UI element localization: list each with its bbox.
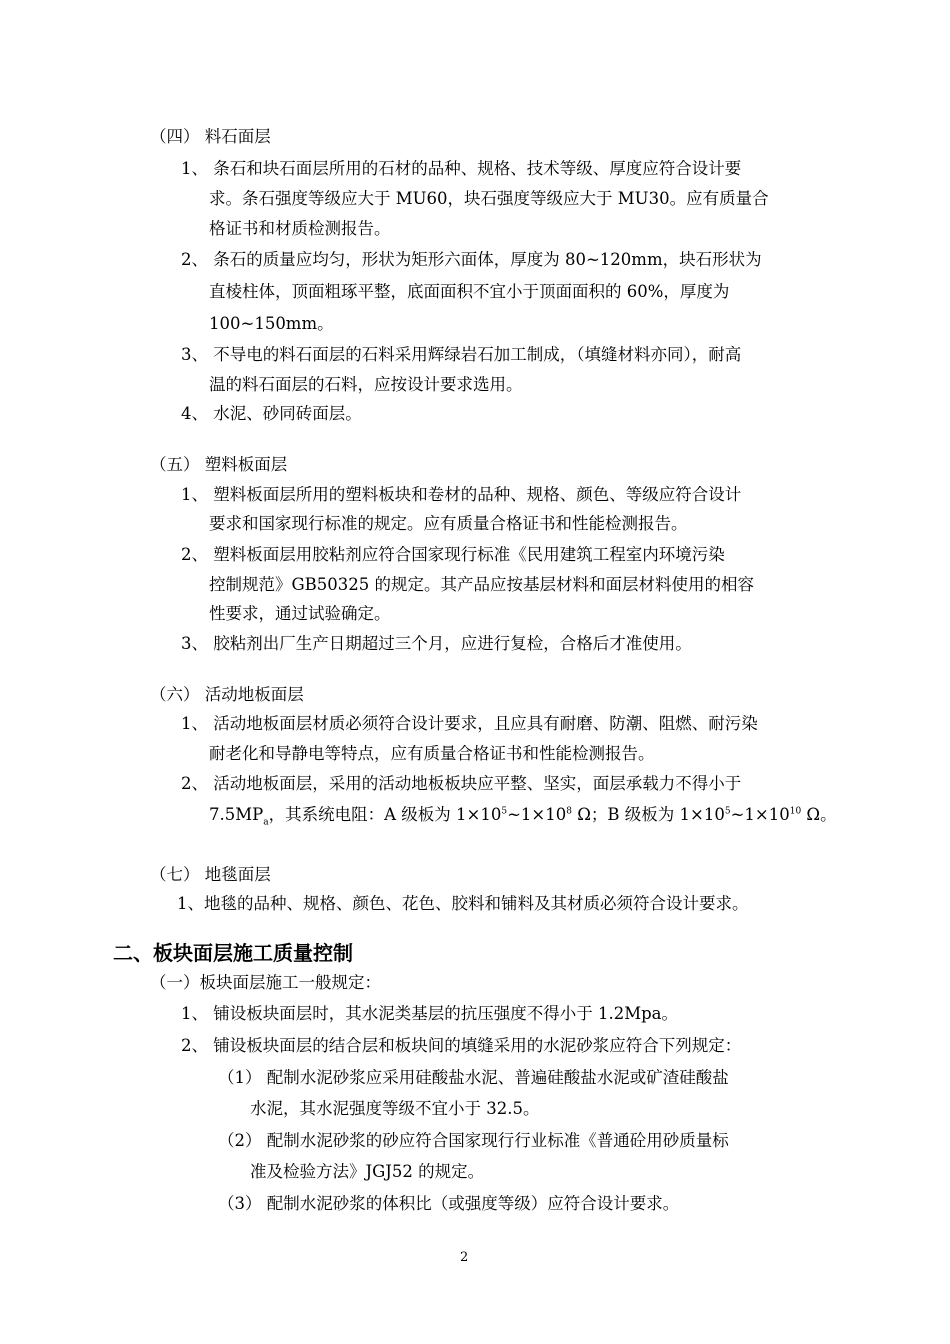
s4-item4: 4、 水泥、砂同砖面层。 bbox=[181, 404, 362, 423]
s6-item1-line1: 1、 活动地板面层材质必须符合设计要求，且应具有耐磨、防潮、阻燃、耐污染 bbox=[181, 714, 758, 733]
s4-item3-line2: 温的料石面层的石料，应按设计要求选用。 bbox=[209, 375, 523, 394]
section-7-heading: （七） 地毯面层 bbox=[150, 865, 271, 884]
s4-item1-line2: 求。条石强度等级应大于 MU60，块石强度等级应大于 MU30。应有质量合 bbox=[209, 189, 769, 208]
s5-item2-line3: 性要求，通过试验确定。 bbox=[209, 604, 391, 623]
s4-item3-line1: 3、 不导电的料石面层的石料采用辉绿岩石加工制成，（填缝材料亦同），耐高 bbox=[181, 345, 742, 364]
s4-item2-line1: 2、 条石的质量应均匀，形状为矩形六面体，厚度为 80~120mm，块石形状为 bbox=[181, 250, 762, 269]
section-5-heading: （五） 塑料板面层 bbox=[150, 455, 288, 474]
s4-item2-line2: 直棱柱体，顶面粗琢平整，底面面积不宜小于顶面面积的 60%，厚度为 bbox=[209, 282, 730, 301]
s6-item2-line1: 2、 活动地板面层，采用的活动地板板块应平整、坚实，面层承载力不得小于 bbox=[181, 774, 742, 793]
s5-item2-line2: 控制规范》GB50325 的规定。其产品应按基层材料和面层材料使用的相容 bbox=[209, 575, 755, 594]
s5-item1-line1: 1、 塑料板面层所用的塑料板块和卷材的品种、规格、颜色、等级应符合设计 bbox=[181, 485, 742, 504]
p2-item1: 1、 铺设板块面层时，其水泥类基层的抗压强度不得小于 1.2Mpa。 bbox=[181, 1004, 679, 1023]
p2-point1-line2: 水泥，其水泥强度等级不宜小于 32.5。 bbox=[250, 1099, 540, 1118]
s4-item1-line3: 格证书和材质检测报告。 bbox=[209, 219, 391, 238]
s5-item1-line2: 要求和国家现行标准的规定。应有质量合格证书和性能检测报告。 bbox=[209, 514, 688, 533]
s4-item1-line1: 1、 条石和块石面层所用的石材的品种、规格、技术等级、厚度应符合设计要 bbox=[181, 159, 742, 178]
s6-item1-line2: 耐老化和导静电等特点，应有质量合格证书和性能检测报告。 bbox=[209, 744, 655, 763]
p2-point2-line1: （2） 配制水泥砂浆的砂应符合国家现行行业标准《普通砼用砂质量标 bbox=[218, 1131, 729, 1150]
s6-item2-line2: $7.5MP_a$，其系统电阻：A 级板为 $1\times 10^5\sim 1\times 10^8$ Ω；B 级板为 $1\times 10^5\sim 1\times 10^{10}$ Ω。 bbox=[209, 805, 837, 828]
part-2-title: 二、板块面层施工质量控制 bbox=[113, 941, 353, 965]
s5-item2-line1: 2、 塑料板面层用胶粘剂应符合国家现行标准《民用建筑工程室内环境污染 bbox=[181, 545, 725, 564]
p2-point3: （3） 配制水泥砂浆的体积比（或强度等级）应符合设计要求。 bbox=[218, 1194, 680, 1213]
section-6-heading: （六） 活动地板面层 bbox=[150, 685, 304, 704]
p2-item2: 2、 铺设板块面层的结合层和板块间的填缝采用的水泥砂浆应符合下列规定： bbox=[181, 1036, 742, 1055]
section-4-heading: （四） 料石面层 bbox=[150, 127, 271, 146]
part-2-subheading: （一）板块面层施工一般规定： bbox=[150, 973, 381, 992]
s7-item1: 1、地毯的品种、规格、颜色、花色、胶料和铺料及其材质必须符合设计要求。 bbox=[177, 894, 749, 913]
p2-point1-line1: （1） 配制水泥砂浆应采用硅酸盐水泥、普遍硅酸盐水泥或矿渣硅酸盐 bbox=[218, 1068, 729, 1087]
s5-item3: 3、 胶粘剂出厂生产日期超过三个月，应进行复检，合格后才准使用。 bbox=[181, 634, 692, 653]
p2-point2-line2: 准及检验方法》JGJ52 的规定。 bbox=[250, 1162, 485, 1181]
s4-item2-line3: 100~150mm。 bbox=[209, 314, 334, 333]
page-number: 2 bbox=[460, 1250, 469, 1265]
